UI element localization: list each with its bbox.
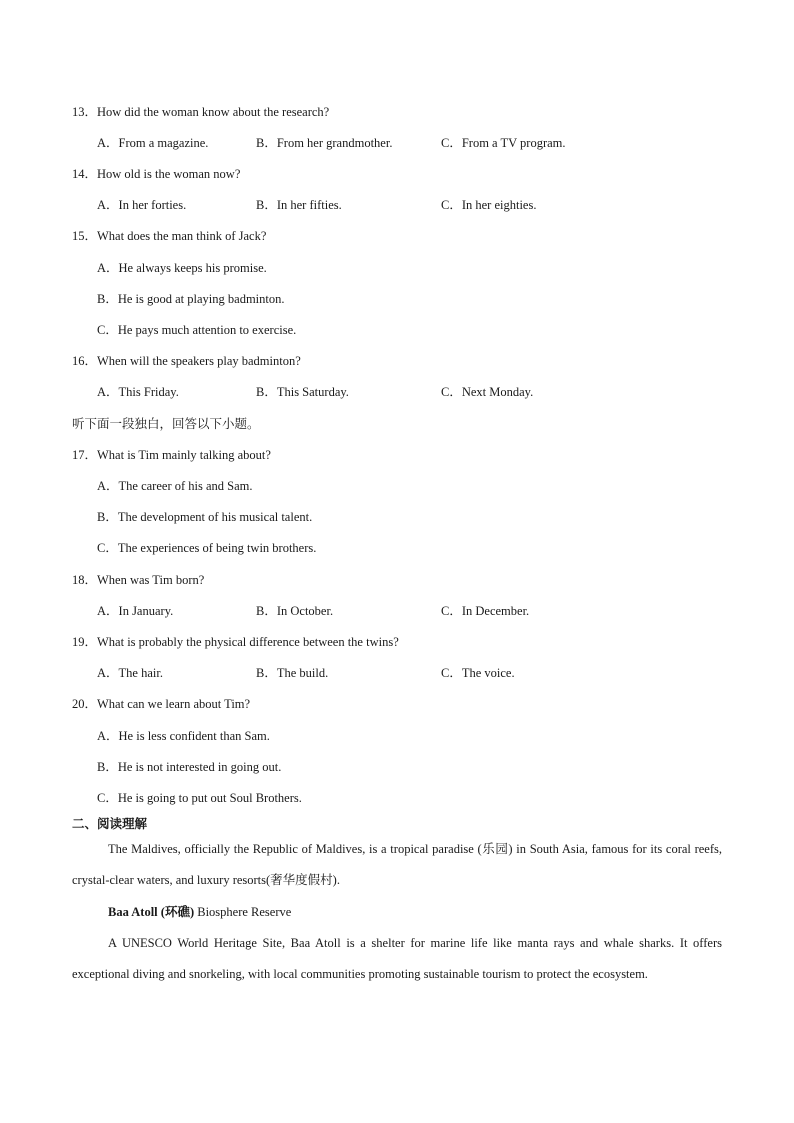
question-13: 13．How did the woman know about the research?: [72, 105, 330, 119]
q16-option-c: C．Next Monday.: [441, 385, 534, 399]
question-14: 14．How old is the woman now?: [72, 167, 241, 181]
reading-subheading: [108, 904, 291, 920]
q14-option-c: C．In her eighties.: [441, 198, 537, 212]
q20-option-c: C．He is going to put out Soul Brothers.: [97, 791, 302, 805]
q20-option-b: B．He is not interested in going out.: [97, 760, 282, 774]
q14-option-a: A．In her forties.: [97, 198, 187, 212]
subheading-rest: Biosphere Reserve: [194, 905, 292, 919]
q13-option-c: C．From a TV program.: [441, 136, 566, 150]
reading-body: A UNESCO World Heritage Site, Baa Atoll is a shelter for marine life like manta rays and whale sharks. It offers exceptional diving and snorkeling, with local communities promoting sustainable tourism to protect the ecosystem.: [72, 936, 722, 981]
q15-option-b: B．He is good at playing badminton.: [97, 292, 285, 306]
q17-option-a: A．The career of his and Sam.: [97, 479, 253, 493]
question-19: 19．What is probably the physical difference between the twins?: [72, 635, 399, 649]
question-16: 16．When will the speakers play badminton?: [72, 354, 301, 368]
question-17: 17．What is Tim mainly talking about?: [72, 448, 271, 462]
q18-option-c: C．In December.: [441, 604, 530, 618]
section-title: 二、阅读理解: [72, 816, 148, 831]
q15-option-a: A．He always keeps his promise.: [97, 261, 267, 275]
q19-option-a: A．The hair.: [97, 666, 163, 680]
q14-option-b: B．In her fifties.: [256, 198, 342, 212]
question-18: 18．When was Tim born?: [72, 573, 205, 587]
q16-option-b: B．This Saturday.: [256, 385, 349, 399]
reading-intro: The Maldives, officially the Republic of Maldives, is a tropical paradise (乐园) in South Asia, famous for its coral reefs, crystal-clear waters, and luxury resorts(奢华度假村).: [72, 842, 722, 887]
q13-option-b: B．From her grandmother.: [256, 136, 393, 150]
q13-option-a: A．From a magazine.: [97, 136, 209, 150]
question-15: 15．What does the man think of Jack?: [72, 229, 267, 243]
q18-option-a: A．In January.: [97, 604, 174, 618]
q15-option-c: C．He pays much attention to exercise.: [97, 323, 297, 337]
monologue-instruction: 听下面一段独白，回答以下小题。: [72, 416, 260, 431]
q17-option-c: C．The experiences of being twin brothers.: [97, 541, 317, 555]
subheading-bold: Baa Atoll (环礁): [108, 905, 195, 919]
q18-option-b: B．In October.: [256, 604, 334, 618]
q19-option-b: B．The build.: [256, 666, 329, 680]
q17-option-b: B．The development of his musical talent.: [97, 510, 313, 524]
question-20: 20．What can we learn about Tim?: [72, 697, 251, 711]
q16-option-a: A．This Friday.: [97, 385, 179, 399]
q20-option-a: A．He is less confident than Sam.: [97, 729, 270, 743]
q19-option-c: C．The voice.: [441, 666, 515, 680]
